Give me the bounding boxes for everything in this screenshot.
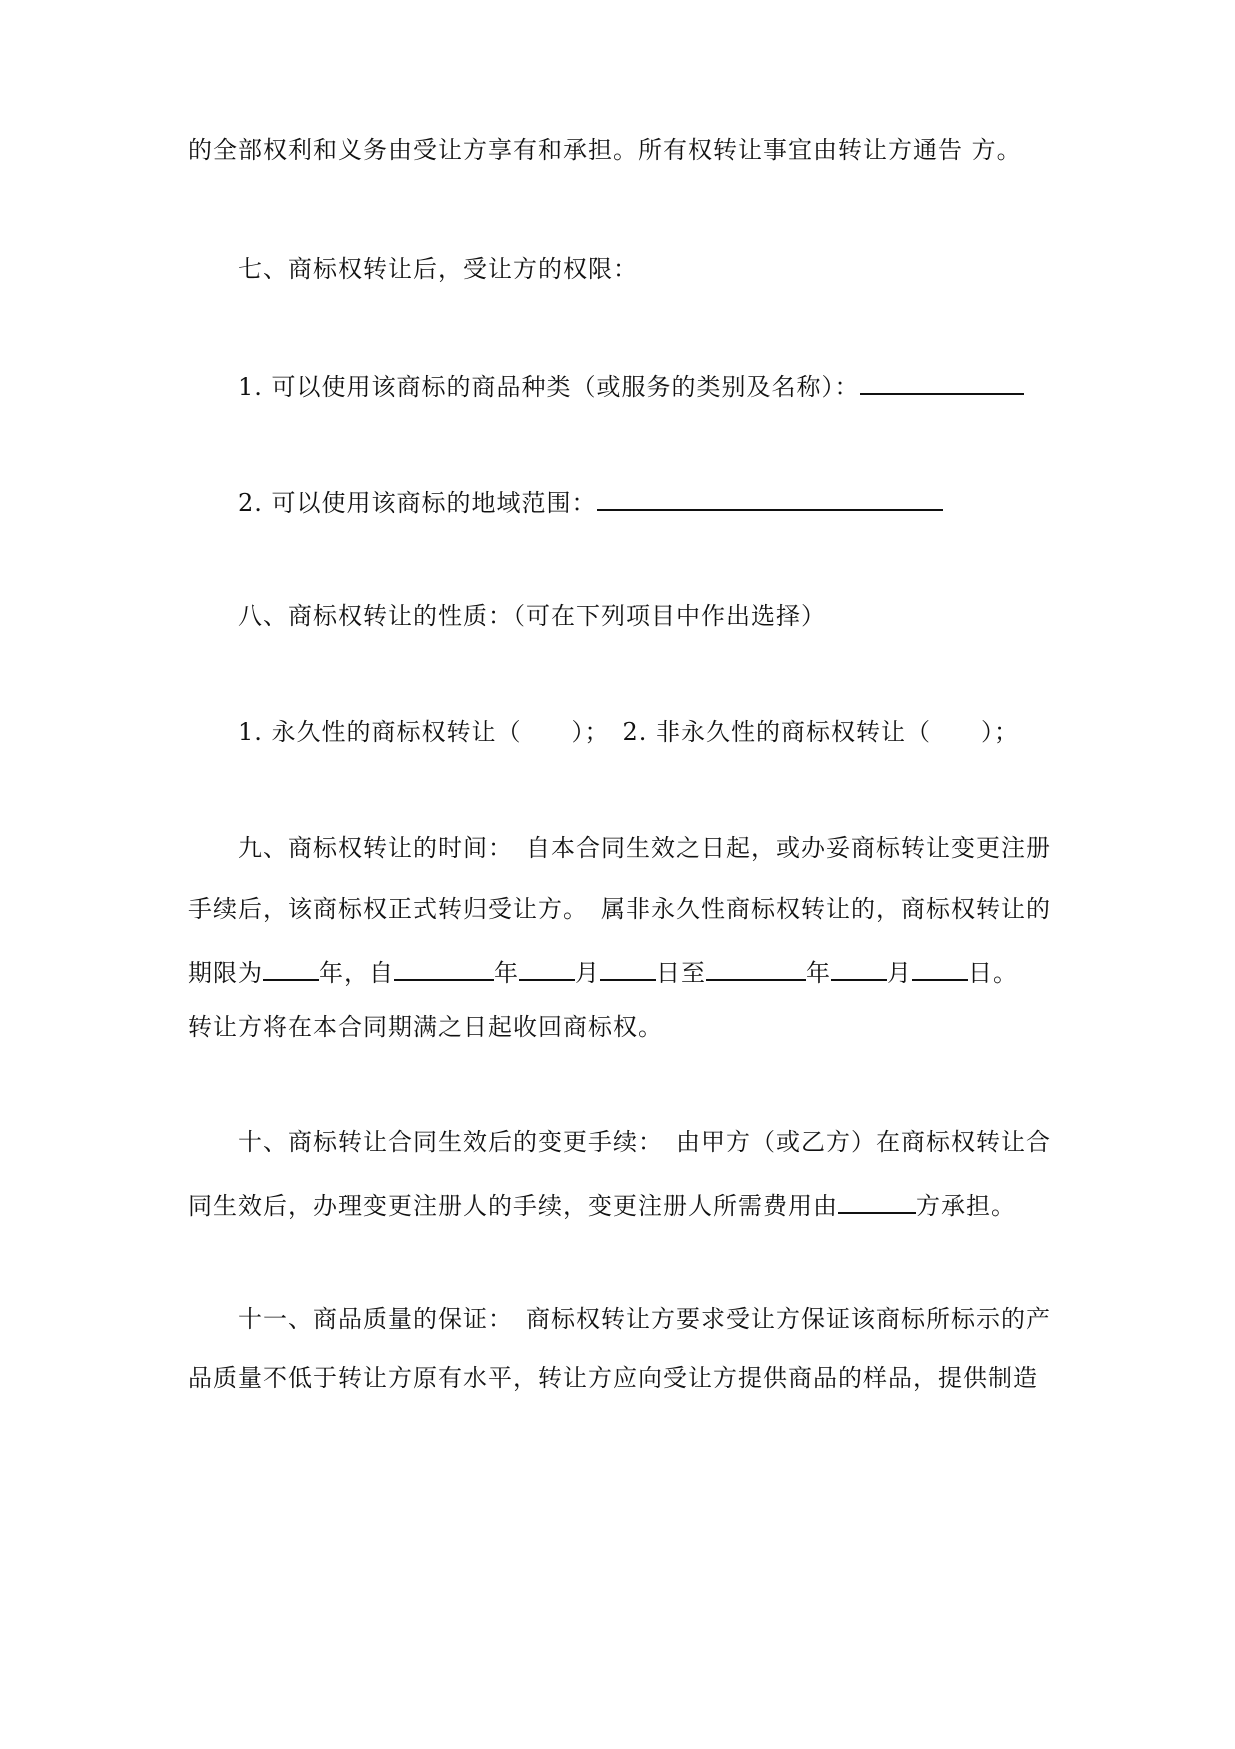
line-text: 月 (887, 959, 912, 987)
line-text: 八、商标权转让的性质：（可在下列项目中作出选择） (238, 602, 826, 630)
section-heading-seven (238, 253, 638, 285)
fill-blank-start-day[interactable] (600, 953, 656, 981)
line-text: 九、商标权转让的时间： 自本合同生效之日起，或办妥商标转让变更注册 (238, 834, 1051, 862)
section-heading-ten (238, 1126, 1051, 1158)
fill-blank-start-year[interactable] (394, 953, 494, 981)
paragraph-line-nine-4 (188, 1011, 663, 1043)
paragraph-line-nine-2 (188, 893, 1051, 925)
paragraph-line-eleven-2 (188, 1362, 1038, 1394)
line-text: 日。 (968, 959, 1018, 987)
clause-goods-category (238, 367, 1024, 403)
line-text: 期限为 (188, 959, 263, 987)
fill-blank-region[interactable] (597, 483, 943, 511)
line-text: 同生效后，办理变更注册人的手续，变更注册人所需费用由 (188, 1192, 838, 1220)
line-text: 十、商标转让合同生效后的变更手续： 由甲方（或乙方）在商标权转让合 (238, 1128, 1051, 1156)
paragraph-line-term-dates (188, 953, 1018, 989)
line-text: 年 (806, 959, 831, 987)
line-text: 2. 可以使用该商标的地域范围： (238, 489, 597, 517)
line-text: 手续后，该商标权正式转归受让方。 属非永久性商标权转让的，商标权转让的 (188, 895, 1051, 923)
line-text: 年 (494, 959, 519, 987)
fill-blank-goods-category[interactable] (860, 367, 1024, 395)
line-text: 十一、商品质量的保证： 商标权转让方要求受让方保证该商标所标示的产 (238, 1305, 1051, 1333)
fill-blank-end-day[interactable] (912, 953, 968, 981)
line-text: 品质量不低于转让方原有水平，转让方应向受让方提供商品的样品，提供制造 (188, 1364, 1038, 1392)
fill-blank-end-month[interactable] (831, 953, 887, 981)
line-text: 1. 可以使用该商标的商品种类（或服务的类别及名称）： (238, 373, 860, 401)
section-heading-nine (238, 832, 1051, 864)
section-heading-eight (238, 600, 826, 632)
line-text: 月 (575, 959, 600, 987)
paragraph-line-rights (188, 134, 1022, 166)
line-text: 1. 永久性的商标权转让（ ）； 2. 非永久性的商标权转让（ ）； (238, 718, 1020, 746)
line-text: 日至 (656, 959, 706, 987)
line-text: 七、商标权转让后，受让方的权限： (238, 255, 638, 283)
line-text: 转让方将在本合同期满之日起收回商标权。 (188, 1013, 663, 1041)
line-text: 年，自 (319, 959, 394, 987)
section-heading-eleven (238, 1303, 1051, 1335)
fill-blank-fee-party[interactable] (838, 1186, 916, 1214)
line-text: 方承担。 (916, 1192, 1016, 1220)
clause-region-scope (238, 483, 943, 519)
paragraph-line-ten-2 (188, 1186, 1016, 1222)
fill-blank-years[interactable] (263, 953, 319, 981)
line-text: 的全部权利和义务由受让方享有和承担。所有权转让事宜由转让方通告 方。 (188, 136, 1022, 164)
fill-blank-start-month[interactable] (519, 953, 575, 981)
clause-transfer-type-options (238, 716, 1019, 748)
fill-blank-end-year[interactable] (706, 953, 806, 981)
